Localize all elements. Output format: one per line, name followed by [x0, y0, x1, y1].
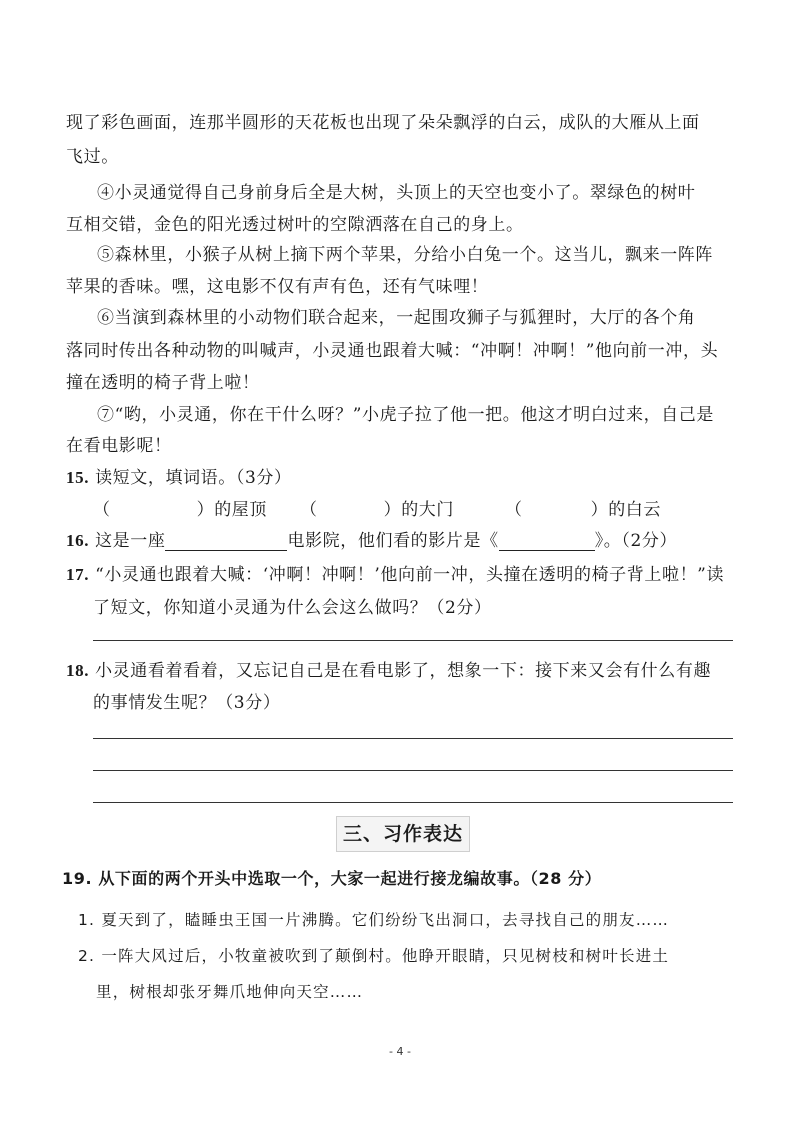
passage-line: 落同时传出各种动物的叫喊声，小灵通也跟着大喊：“冲啊！冲啊！”他向前一冲，头 — [66, 341, 719, 361]
question-text: 》。（2分） — [594, 531, 678, 551]
passage-line: 在看电影呢！ — [66, 436, 172, 456]
question-text: 小灵通看着看着，又忘记自己是在看电影了，想象一下：接下来又会有什么有趣 — [95, 661, 712, 681]
passage-line: 撞在透明的椅子背上啦！ — [66, 373, 260, 393]
question-text: 这是一座 — [95, 531, 166, 551]
question-number: 17. — [66, 565, 90, 584]
passage-line: 现了彩色画面，连那半圆形的天花板也出现了朵朵飘浮的白云，成队的大雁从上面 — [66, 113, 700, 133]
open-paren: （ — [300, 500, 318, 520]
question-19: 19. 从下面的两个开头中选取一个，大家一起进行接龙编故事。（28 分） — [62, 869, 602, 888]
question-text: “小灵通也跟着大喊：‘冲啊！冲啊！’他向前一冲，头撞在透明的椅子背上啦！”读 — [95, 565, 725, 585]
fill-blank[interactable] — [499, 532, 595, 551]
question-text: 的事情发生呢？（3分） — [93, 693, 281, 713]
passage-paragraph-5: ⑤森林里，小猴子从树上摘下两个苹果，分给小白兔一个。这当儿，飘来一阵阵 — [97, 245, 713, 265]
q15-blank-1[interactable] — [93, 495, 267, 520]
q15-blank-3[interactable] — [505, 495, 661, 520]
question-text: 了短文，你知道小灵通为什么会这么做吗？（2分） — [93, 598, 492, 618]
page-number: - 4 - — [389, 1045, 411, 1058]
question-15 — [66, 463, 292, 488]
question-number: 18. — [66, 661, 90, 680]
passage-paragraph-6: ⑥当演到森林里的小动物们联合起来，一起围攻狮子与狐狸时，大厅的各个角 — [97, 308, 696, 328]
story-option-1: 1. 夏天到了，瞌睡虫王国一片沸腾。它们纷纷飞出洞口，去寻找自己的朋友…… — [78, 911, 670, 929]
question-number: 15. — [66, 468, 90, 487]
blank-label: ）的大门 — [383, 500, 455, 520]
open-paren: （ — [93, 500, 111, 520]
open-paren: （ — [505, 500, 523, 520]
question-number: 16. — [66, 531, 90, 550]
answer-line[interactable] — [93, 640, 733, 641]
question-17 — [66, 560, 724, 585]
blank-label: ）的屋顶 — [196, 500, 268, 520]
answer-line[interactable] — [93, 802, 733, 803]
story-option-2: 2. 一阵大风过后，小牧童被吹到了颠倒村。他睁开眼睛，只见树枝和树叶长进土 — [78, 947, 670, 965]
answer-line[interactable] — [93, 738, 733, 739]
fill-blank[interactable] — [165, 532, 287, 551]
story-option-2-cont: 里，树根却张牙舞爪地伸向天空…… — [96, 983, 364, 1001]
passage-paragraph-7: ⑦“哟，小灵通，你在干什么呀？”小虎子拉了他一把。他这才明白过来，自己是 — [97, 405, 714, 425]
passage-line: 互相交错，金色的阳光透过树叶的空隙洒落在自己的身上。 — [66, 215, 524, 235]
answer-line[interactable] — [93, 770, 733, 771]
passage-line: 飞过。 — [66, 147, 119, 167]
question-16 — [66, 526, 677, 551]
blank-label: ）的白云 — [590, 500, 662, 520]
passage-line: 苹果的香味。嘿，这电影不仅有声有色，还有气味哩！ — [66, 277, 489, 297]
q15-blank-2[interactable] — [300, 495, 454, 520]
question-18 — [66, 656, 711, 681]
section-title: 三、习作表达 — [336, 816, 470, 852]
question-text: 读短文，填词语。（3分） — [95, 468, 292, 488]
passage-paragraph-4: ④小灵通觉得自己身前身后全是大树，头顶上的天空也变小了。翠绿色的树叶 — [97, 183, 696, 203]
question-text: 电影院，他们看的影片是《 — [287, 531, 499, 551]
